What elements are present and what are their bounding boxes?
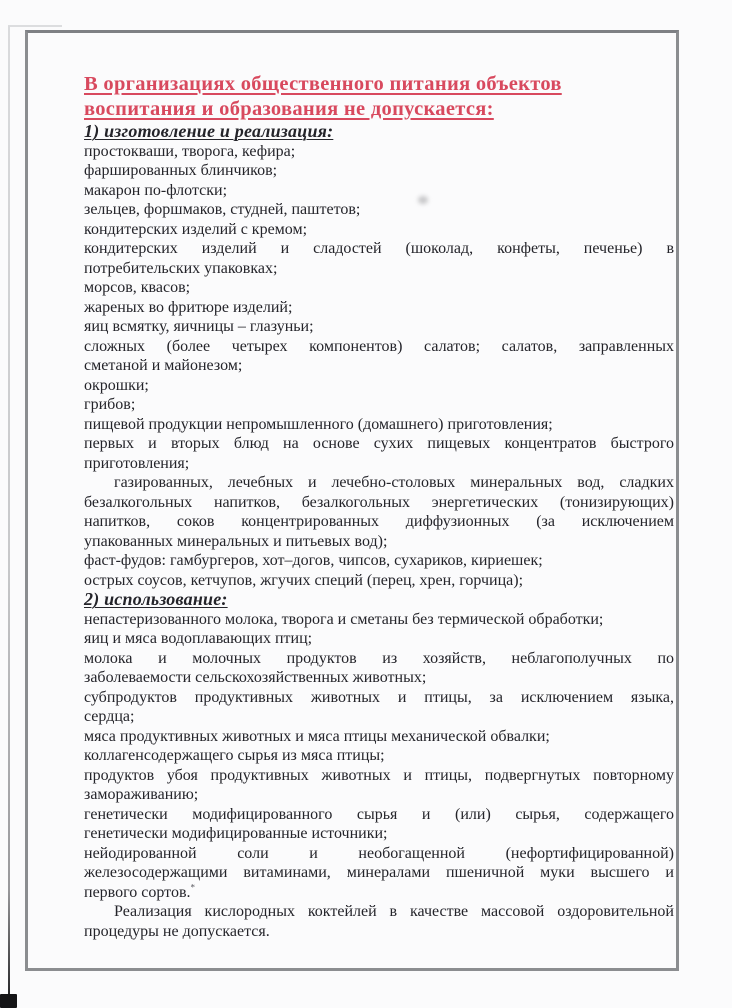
paragraph-line: газированных, лечебных и лечебно-столовых минеральных вод, сладких xyxy=(114,474,674,491)
list-item-line: фаршированных блинчиков; xyxy=(84,162,278,179)
document-title-line: В организациях общественного питания объектов xyxy=(84,73,562,95)
list-item-line: субпродуктов продуктивных животных и птицы, за исключением языка, xyxy=(84,688,674,706)
document-title xyxy=(84,72,674,122)
scan-edge-left-line xyxy=(8,26,10,1008)
list-item-line: замораживанию; xyxy=(84,786,199,803)
list-item-line: молока и молочных продуктов из хозяйств, неблагополучных по xyxy=(84,649,674,667)
footnote-mark: * xyxy=(190,882,195,893)
paragraph-line: Реализация кислородных коктейлей в качестве массовой оздоровительной xyxy=(114,903,674,920)
list-item-line: железосодержащими витаминами, минералами пшеничной муки высшего и xyxy=(84,864,674,881)
list-item-line: яиц и мяса водоплавающих птиц; xyxy=(84,630,313,647)
list-item-line: потребительских упаковках; xyxy=(84,259,278,277)
scan-edge-top-line xyxy=(8,25,62,27)
list-item-line: первого сортов.* xyxy=(84,882,195,901)
paragraph-line: напитков, соков концентрированных диффузионных (за исключением xyxy=(84,513,674,530)
list-item-line: заболеваемости сельскохозяйственных животных; xyxy=(84,669,427,686)
list-item-line: простокваши, творога, кефира; xyxy=(84,142,296,160)
list-item-line: непастеризованного молока, творога и сметаны без термической обработки; xyxy=(84,610,604,628)
list-item-line: приготовления; xyxy=(84,454,190,472)
list-item-line: сердца; xyxy=(84,708,135,725)
paragraph-line: упакованных минеральных и питьевых вод); xyxy=(84,532,388,550)
list-item-line: сметаной и майонезом; xyxy=(84,357,243,374)
list-item-line: генетически модифицированного сырья и (или) сырья, содержащего xyxy=(84,805,674,823)
list-item-line: нейодированной соли и необогащенной (нефортифицированной) xyxy=(84,844,674,862)
document-body xyxy=(84,122,674,941)
paragraph-line: безалкогольных напитков, безалкогольных энергетических (тонизирующих) xyxy=(84,493,674,511)
list-item-line: пищевой продукции непромышленного (домашнего) приготовления; xyxy=(84,415,553,433)
list-item-line: жареных во фритюре изделий; xyxy=(84,298,293,316)
list-item-line: первых и вторых блюд на основе сухих пищевых концентратов быстрого xyxy=(84,435,674,452)
section-1-heading: 1) изготовление и реализация: xyxy=(84,121,334,141)
list-item-line: макарон по-флотски; xyxy=(84,181,228,199)
list-item-line: окрошки; xyxy=(84,376,149,394)
list-item-line: грибов; xyxy=(84,396,136,413)
list-item-line: мяса продуктивных животных и мяса птицы механической обвалки; xyxy=(84,727,550,745)
scan-corner-mark xyxy=(0,994,17,1008)
list-item-line: кондитерских изделий и сладостей (шоколад, конфеты, печенье) в xyxy=(84,240,674,257)
list-item-line: сложных (более четырех компонентов) салатов; салатов, заправленных xyxy=(84,337,674,355)
document-content xyxy=(84,72,674,941)
document-title-line: воспитания и образования не допускается: xyxy=(84,98,494,120)
list-item-line: зельцев, форшмаков, студней, паштетов; xyxy=(84,201,361,218)
list-item-line: продуктов убоя продуктивных животных и птицы, подвергнутых повторному xyxy=(84,766,674,784)
section-2-heading: 2) использование: xyxy=(84,589,228,609)
list-item-line: генетически модифицированные источники; xyxy=(84,825,388,842)
paragraph-line: процедуры не допускается. xyxy=(84,922,270,940)
list-item-line: коллагенсодержащего сырья из мяса птицы; xyxy=(84,747,385,764)
list-item-line: яиц всмятку, яичницы – глазуньи; xyxy=(84,318,314,335)
list-item-line: кондитерских изделий с кремом; xyxy=(84,220,308,238)
list-item-line: морсов, квасов; xyxy=(84,279,191,296)
list-item-line: фаст-фудов: гамбургеров, хот–догов, чипсов, сухариков, кириешек; xyxy=(84,552,543,569)
list-item-line: острых соусов, кетчупов, жгучих специй (перец, хрен, горчица); xyxy=(84,571,524,589)
